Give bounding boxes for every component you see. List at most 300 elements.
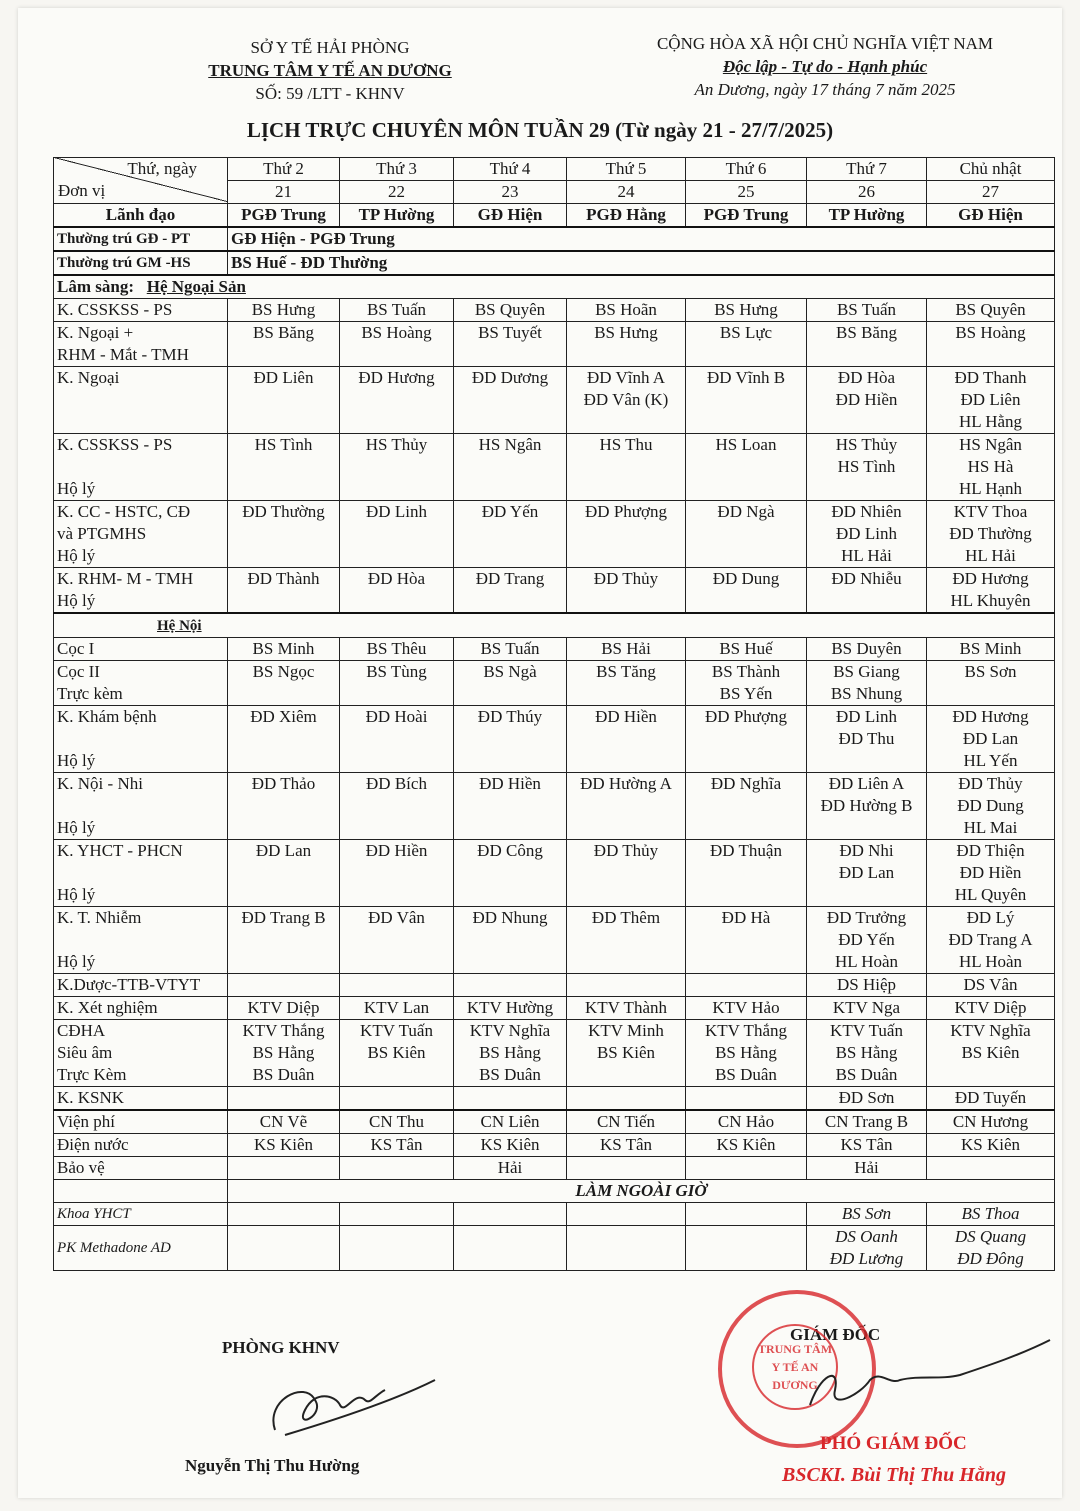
staff-name: BS Tuấn: [366, 300, 427, 319]
staff-name: ĐD Hường B: [820, 796, 913, 815]
duty-cell: [567, 568, 686, 614]
staff-name: BS Nhung: [830, 684, 903, 703]
support-cell: [927, 1157, 1055, 1180]
overtime-cell: [567, 1203, 686, 1226]
overtime-cell: [686, 1226, 807, 1271]
resident-gm-value: BS Huế - ĐD Thường: [228, 251, 1055, 275]
date-header: 23: [454, 181, 567, 204]
staff-name: BS Yến: [719, 684, 773, 703]
staff-name: ĐD Thêm: [591, 908, 661, 927]
duty-cell: [340, 434, 454, 501]
staff-name: ĐD Vĩnh A: [586, 368, 666, 387]
table-corner-header: [54, 158, 228, 204]
staff-name: ĐD Hiền: [365, 841, 428, 860]
staff-name: BS Hằng: [715, 1043, 777, 1062]
unit-label: [54, 1020, 228, 1087]
staff-name: ĐD Hương: [952, 707, 1029, 726]
date-header: 27: [927, 181, 1055, 204]
staff-name: ĐD Thủy: [958, 774, 1023, 793]
staff-name: ĐD Thảo: [251, 774, 316, 793]
duty-cell: [340, 1020, 454, 1087]
issuer-dept: SỞ Y TẾ HẢI PHÒNG: [250, 38, 410, 57]
duty-cell: [927, 997, 1055, 1020]
unit-name: K. Xét nghiệm: [57, 998, 158, 1017]
staff-name: BS Minh: [252, 639, 315, 658]
staff-name: ĐD Thuận: [710, 841, 782, 860]
duty-cell: [567, 773, 686, 840]
issuer-center: TRUNG TÂM Y TẾ AN DƯƠNG: [208, 61, 452, 80]
staff-name: DS Quang: [954, 1227, 1027, 1246]
staff-name: BS Hoàng: [361, 323, 432, 342]
staff-name: HS Thu: [599, 435, 653, 454]
support-cell: CN Liên: [454, 1110, 567, 1134]
deputy-director-title: PHÓ GIÁM ĐỐC: [820, 1433, 967, 1454]
unit-name: Cọc II: [57, 662, 100, 681]
duty-cell: [454, 568, 567, 614]
staff-name: ĐD Thủy: [593, 569, 659, 588]
duty-cell: [340, 661, 454, 706]
unit-name: K. CSSKSS - PS: [57, 435, 173, 454]
staff-name: HS Thủy: [835, 435, 898, 454]
duty-cell: [927, 568, 1055, 614]
staff-name: ĐD Sơn: [838, 1088, 895, 1107]
day-header: Thứ 5: [567, 158, 686, 181]
unit-sub-label: Trực Kèm: [57, 1065, 127, 1084]
staff-name: BS Duân: [252, 1065, 315, 1084]
duty-cell: [340, 997, 454, 1020]
support-cell: KS Kiên: [228, 1134, 340, 1157]
staff-name: ĐD Linh: [836, 524, 897, 543]
duty-cell: [340, 322, 454, 367]
staff-name: BS Quyên: [955, 300, 1026, 319]
duty-cell: [567, 1020, 686, 1087]
unit-label: [54, 1087, 228, 1111]
unit-name: K. CC - HSTC, CĐ: [57, 502, 191, 521]
duty-cell: [454, 638, 567, 661]
clinical-label: Lâm sàng:: [57, 277, 134, 296]
resident-gd-value: GĐ Hiện - PGĐ Trung: [228, 227, 1055, 251]
staff-name: BS Duyên: [831, 639, 902, 658]
staff-name: ĐD Yến: [481, 502, 539, 521]
staff-name: HL Khuyên: [950, 591, 1031, 610]
staff-name: ĐD Thu: [838, 729, 895, 748]
staff-name: ĐD Thành: [247, 569, 320, 588]
staff-name: ĐD Hiền: [959, 863, 1022, 882]
unit-label: [54, 997, 228, 1020]
staff-name: BS Ngà: [483, 662, 537, 681]
staff-name: BS Hoàng: [955, 323, 1026, 342]
staff-name: ĐD Thiện: [956, 841, 1025, 860]
overtime-cell: [340, 1226, 454, 1271]
support-cell: KS Kiên: [454, 1134, 567, 1157]
staff-name: BS Huế: [719, 639, 773, 658]
unit-name: K. CSSKSS - PS: [57, 300, 173, 319]
staff-name: ĐD Trưởng: [826, 908, 907, 927]
stamp-center: TRUNG TÂM Y TẾ AN DƯƠNG: [752, 1324, 838, 1410]
unit-label: [54, 661, 228, 706]
overtime-header: LÀM NGOÀI GIỜ: [228, 1180, 1055, 1203]
staff-name: HS Loan: [715, 435, 777, 454]
duty-cell: [686, 501, 807, 568]
surgical-section-header: [54, 275, 1055, 299]
staff-name: KTV Thành: [584, 998, 667, 1017]
duty-cell: [807, 706, 927, 773]
leader-cell: PGĐ Trung: [228, 204, 340, 228]
overtime-empty-cell: [54, 1180, 228, 1203]
day-header: Thứ 6: [686, 158, 807, 181]
unit-name: K. KSNK: [57, 1088, 125, 1107]
staff-name: ĐD Hiền: [479, 774, 541, 793]
duty-cell: [340, 907, 454, 974]
leaders-label: Lãnh đạo: [54, 204, 228, 228]
unit-sub-label: Hộ lý: [57, 751, 96, 770]
staff-name: KTV Nghĩa: [950, 1021, 1031, 1040]
support-cell: KS Tân: [807, 1134, 927, 1157]
unit-label: [54, 367, 228, 434]
leader-cell: GĐ Hiện: [454, 204, 567, 228]
staff-name: BS Tuấn: [836, 300, 897, 319]
unit-label: [54, 322, 228, 367]
staff-name: ĐD Phượng: [705, 707, 787, 726]
duty-cell: [454, 322, 567, 367]
support-cell: [228, 1157, 340, 1180]
date-header: 24: [567, 181, 686, 204]
support-cell: KS Kiên: [927, 1134, 1055, 1157]
unit-name: K. Khám bệnh: [57, 707, 157, 726]
staff-name: ĐD Liên A: [828, 774, 905, 793]
duty-cell: [686, 367, 807, 434]
staff-name: KTV Nga: [832, 998, 901, 1017]
date-header: 25: [686, 181, 807, 204]
duty-cell: [807, 997, 927, 1020]
staff-name: HL Hoàn: [834, 952, 899, 971]
staff-name: ĐD Hiền: [595, 707, 657, 726]
staff-name: ĐD Lý: [966, 908, 1015, 927]
duty-cell: [807, 367, 927, 434]
staff-name: HL Hằng: [958, 412, 1023, 431]
duty-cell: [228, 501, 340, 568]
date-header: 26: [807, 181, 927, 204]
overtime-cell: [454, 1226, 567, 1271]
overtime-cell: [567, 1226, 686, 1271]
support-unit-label: Bảo vệ: [54, 1157, 228, 1180]
duty-cell: [686, 706, 807, 773]
staff-name: ĐD Nhiên: [831, 502, 902, 521]
support-unit-label: Điện nước: [54, 1134, 228, 1157]
duty-cell: [567, 706, 686, 773]
staff-name: ĐD Trang B: [241, 908, 326, 927]
day-header: Chủ nhật: [927, 158, 1055, 181]
staff-name: ĐD Lan: [962, 729, 1019, 748]
staff-name: ĐD Xiêm: [250, 707, 317, 726]
staff-name: BS Hải: [601, 639, 651, 658]
duty-cell: [686, 661, 807, 706]
duty-cell: [228, 568, 340, 614]
staff-name: ĐD Dương: [471, 368, 549, 387]
staff-name: ĐD Vân: [368, 908, 425, 927]
duty-cell: [686, 974, 807, 997]
staff-name: BS Duân: [715, 1065, 777, 1084]
unit-label: [54, 907, 228, 974]
unit-sub-label: Hộ lý: [57, 952, 96, 971]
staff-name: KTV Thắng: [704, 1021, 787, 1040]
duty-cell: [454, 773, 567, 840]
unit-label: [54, 706, 228, 773]
duty-cell: [567, 1087, 686, 1111]
support-cell: CN Vẽ: [228, 1110, 340, 1134]
unit-name: K.Dược-TTB-VTYT: [57, 975, 201, 994]
staff-name: ĐD Hường A: [580, 774, 672, 793]
staff-name: ĐD Ngà: [717, 502, 775, 521]
unit-name-line2: Siêu âm: [57, 1043, 113, 1062]
duty-cell: [567, 367, 686, 434]
staff-name: BS Kiên: [367, 1043, 426, 1062]
staff-name: HS Tình: [837, 457, 896, 476]
duty-cell: [454, 299, 567, 322]
duty-cell: [686, 434, 807, 501]
staff-name: ĐD Liên: [253, 368, 314, 387]
support-cell: CN Hảo: [686, 1110, 807, 1134]
duty-cell: [807, 434, 927, 501]
staff-name: KTV Tuấn: [360, 1021, 433, 1040]
duty-cell: [567, 638, 686, 661]
duty-cell: [807, 907, 927, 974]
staff-name: KTV Tuấn: [830, 1021, 903, 1040]
duty-cell: [927, 322, 1055, 367]
staff-name: DS Hiệp: [836, 975, 897, 994]
staff-name: KTV Hường: [466, 998, 554, 1017]
leader-cell: TP Hường: [340, 204, 454, 228]
duty-cell: [454, 367, 567, 434]
staff-name: ĐD Hòa: [367, 569, 426, 588]
duty-cell: [686, 997, 807, 1020]
staff-name: KTV Diệp: [954, 998, 1027, 1017]
duty-cell: [807, 840, 927, 907]
duty-cell: [340, 299, 454, 322]
duty-cell: [228, 773, 340, 840]
page-title: LỊCH TRỰC CHUYÊN MÔN TUẦN 29 (Từ ngày 21 - 27/7/2025): [246, 118, 834, 142]
staff-name: ĐD Thủy: [593, 841, 659, 860]
duty-cell: [454, 1020, 567, 1087]
motto: Độc lập - Tự do - Hạnh phúc: [722, 57, 928, 76]
duty-cell: [686, 299, 807, 322]
unit-label: [54, 299, 228, 322]
duty-cell: [686, 1087, 807, 1111]
duty-cell: [686, 773, 807, 840]
resident-gd-label: Thường trú GĐ - PT: [54, 227, 228, 251]
duty-cell: [686, 322, 807, 367]
duty-cell: [927, 501, 1055, 568]
duty-cell: [454, 1087, 567, 1111]
staff-name: KTV Thắng: [242, 1021, 325, 1040]
day-header: Thứ 4: [454, 158, 567, 181]
unit-label: [54, 840, 228, 907]
duty-cell: [228, 638, 340, 661]
duty-cell: [807, 1087, 927, 1111]
duty-cell: [454, 706, 567, 773]
staff-name: ĐD Tuyến: [954, 1088, 1027, 1107]
support-cell: KS Tân: [340, 1134, 454, 1157]
staff-name: BS Tuyết: [478, 323, 542, 342]
staff-name: HL Yến: [963, 751, 1018, 770]
duty-cell: [567, 434, 686, 501]
left-signer-name: Nguyễn Thị Thu Hường: [185, 1456, 360, 1475]
staff-name: BS Duân: [479, 1065, 541, 1084]
unit-sub-label: Hộ lý: [57, 591, 96, 610]
duty-cell: [686, 907, 807, 974]
staff-name: ĐD Thanh: [954, 368, 1027, 387]
duty-cell: [927, 1020, 1055, 1087]
duty-cell: [807, 299, 927, 322]
duty-cell: [454, 997, 567, 1020]
duty-cell: [927, 638, 1055, 661]
duty-cell: [807, 974, 927, 997]
surgical-label: Hệ Ngoại Sản: [146, 277, 246, 296]
support-cell: CN Hương: [927, 1110, 1055, 1134]
support-cell: KS Tân: [567, 1134, 686, 1157]
staff-name: ĐD Thường: [242, 502, 325, 521]
overtime-cell: [228, 1203, 340, 1226]
duty-cell: [228, 1020, 340, 1087]
duty-cell: [340, 501, 454, 568]
staff-name: BS Lực: [719, 323, 773, 342]
staff-name: ĐD Lương: [829, 1249, 904, 1268]
staff-name: BS Quyên: [474, 300, 546, 319]
staff-name: KTV Nghĩa: [469, 1021, 551, 1040]
duty-cell: [927, 706, 1055, 773]
support-cell: Hải: [807, 1157, 927, 1180]
duty-cell: [228, 974, 340, 997]
duty-cell: [567, 661, 686, 706]
duty-cell: [340, 568, 454, 614]
staff-name: ĐD Linh: [366, 502, 427, 521]
staff-name: HS Tình: [254, 435, 313, 454]
staff-name: BS Kiên: [596, 1043, 656, 1062]
unit-label: [54, 773, 228, 840]
support-cell: CN Thu: [340, 1110, 454, 1134]
staff-name: BS Thành: [711, 662, 781, 681]
document-number: SỐ: 59 /LTT - KHNV: [255, 84, 405, 103]
unit-name: Cọc I: [57, 639, 95, 658]
staff-name: BS Thêu: [366, 639, 427, 658]
unit-name: K. YHCT - PHCN: [57, 841, 183, 860]
staff-name: HL Hoàn: [958, 952, 1023, 971]
staff-name: ĐD Liên: [960, 390, 1021, 409]
staff-name: KTV Diệp: [247, 998, 320, 1017]
internal-label: Hệ Nội: [157, 618, 202, 634]
unit-name-line2: RHM - Mắt - TMH: [57, 345, 189, 364]
staff-name: ĐD Bích: [366, 774, 427, 793]
duty-cell: [454, 840, 567, 907]
duty-schedule-table: [53, 157, 1055, 1271]
country-name: CỘNG HÒA XÃ HỘI CHỦ NGHĨA VIỆT NAM: [656, 34, 994, 53]
duty-cell: [340, 638, 454, 661]
duty-cell: [228, 997, 340, 1020]
duty-cell: [807, 501, 927, 568]
staff-name: ĐD Dung: [712, 569, 780, 588]
staff-name: ĐD Dung: [957, 796, 1024, 815]
staff-name: ĐD Trang A: [948, 930, 1033, 949]
staff-name: BS Hằng: [835, 1043, 898, 1062]
duty-cell: [807, 661, 927, 706]
leader-cell: GĐ Hiện: [927, 204, 1055, 228]
duty-cell: [927, 773, 1055, 840]
staff-name: ĐD Thúy: [477, 707, 543, 726]
duty-cell: [686, 638, 807, 661]
national-header: [600, 32, 1050, 101]
duty-cell: [228, 840, 340, 907]
duty-cell: [927, 840, 1055, 907]
corner-unit-label: Đơn vị: [58, 181, 106, 200]
right-signer-name: BSCKI. Bùi Thị Thu Hằng: [782, 1464, 1006, 1486]
overtime-cell: [228, 1226, 340, 1271]
duty-cell: [686, 840, 807, 907]
overtime-cell: [927, 1226, 1055, 1271]
overtime-unit-label: Khoa YHCT: [54, 1203, 228, 1226]
unit-label: [54, 568, 228, 614]
resident-gm-label: Thường trú GM -HS: [54, 251, 228, 275]
staff-name: BS Tăng: [596, 662, 656, 681]
duty-cell: [686, 568, 807, 614]
staff-name: BS Hưng: [251, 300, 316, 319]
duty-cell: [567, 974, 686, 997]
unit-label: [54, 501, 228, 568]
duty-cell: [454, 974, 567, 997]
staff-name: BS Hằng: [479, 1043, 541, 1062]
unit-name: K. Ngoại: [57, 368, 120, 387]
staff-name: ĐD Công: [477, 841, 543, 860]
staff-name: BS Thoa: [961, 1204, 1020, 1223]
duty-cell: [807, 568, 927, 614]
unit-name: CĐHA: [57, 1021, 106, 1040]
unit-sub-label: Trực kèm: [57, 684, 123, 703]
duty-cell: [927, 661, 1055, 706]
staff-name: BS Minh: [959, 639, 1022, 658]
staff-name: KTV Hảo: [712, 998, 780, 1017]
duty-cell: [228, 367, 340, 434]
duty-cell: [454, 434, 567, 501]
staff-name: BS Hoãn: [595, 300, 657, 319]
duty-cell: [927, 367, 1055, 434]
staff-name: ĐD Hương: [952, 569, 1029, 588]
staff-name: BS Tuấn: [480, 639, 540, 658]
staff-name: ĐD Hòa: [837, 368, 896, 387]
staff-name: ĐD Hương: [358, 368, 435, 387]
corner-day-label: Thứ, ngày: [127, 159, 197, 178]
overtime-cell: [807, 1226, 927, 1271]
staff-name: BS Ngọc: [252, 662, 315, 681]
staff-name: DS Oanh: [835, 1227, 898, 1246]
support-cell: CN Tiến: [567, 1110, 686, 1134]
staff-name: BS Băng: [253, 323, 314, 342]
staff-name: HS Ngân: [478, 435, 542, 454]
duty-cell: [807, 638, 927, 661]
staff-name: BS Sơn: [964, 662, 1017, 681]
overtime-unit-label: PK Methadone AD: [54, 1226, 228, 1271]
unit-sub-label: Hộ lý: [57, 479, 96, 498]
duty-cell: [686, 1020, 807, 1087]
unit-name: K. Ngoại +: [57, 323, 134, 342]
duty-cell: [228, 661, 340, 706]
unit-label: [54, 434, 228, 501]
staff-name: HL Hải: [965, 546, 1016, 565]
overtime-cell: [807, 1203, 927, 1226]
staff-name: ĐD Vân (K): [583, 390, 669, 409]
staff-name: BS Sơn: [841, 1204, 892, 1223]
staff-name: ĐD Lan: [255, 841, 312, 860]
staff-name: DS Vân: [963, 975, 1018, 994]
staff-name: ĐD Yến: [838, 930, 895, 949]
